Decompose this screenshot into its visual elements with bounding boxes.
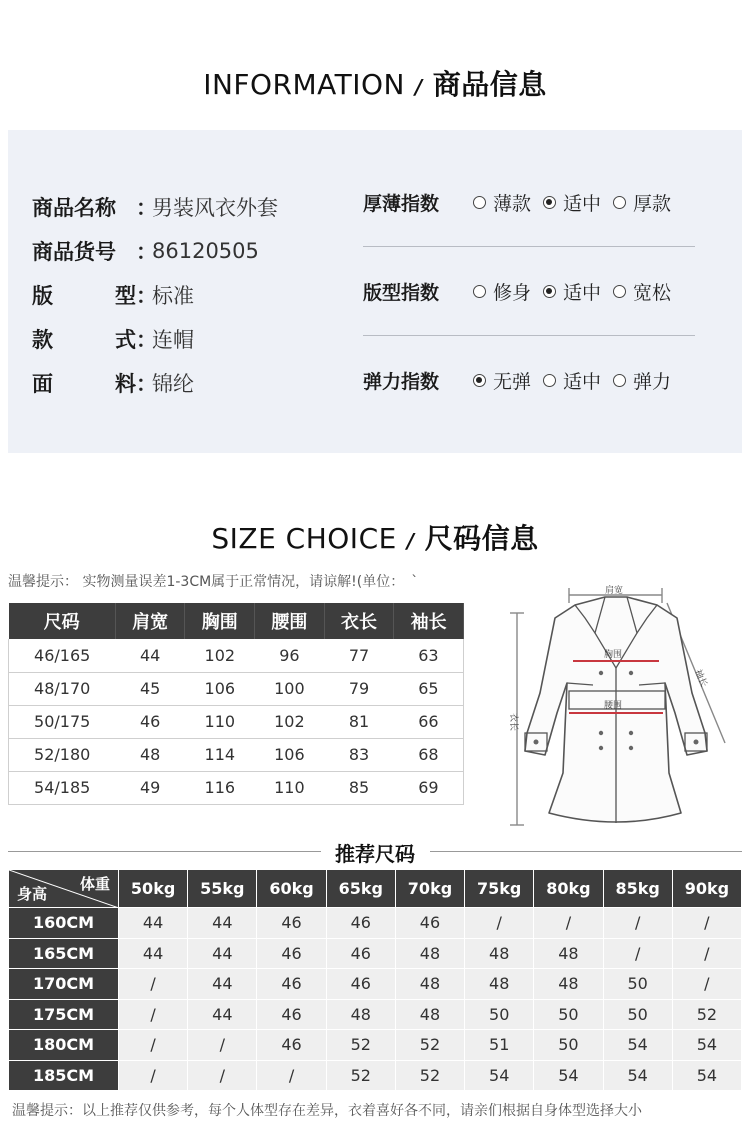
recommend-size-cell: 46	[257, 1030, 326, 1061]
recommend-size-cell: 44	[119, 938, 188, 969]
size-table-header-cell: 胸围	[185, 603, 255, 639]
recommend-size-cell: 48	[395, 969, 464, 1000]
recommend-size-cell: /	[534, 908, 603, 939]
corner-height-label: 身高	[17, 885, 48, 903]
size-table-header-cell: 袖长	[394, 603, 464, 639]
size-table-cell: 68	[394, 738, 464, 771]
size-table-cell: 83	[324, 738, 394, 771]
size-table-cell: 106	[255, 738, 325, 771]
information-title-en: INFORMATION	[203, 68, 405, 101]
recommend-table-header	[9, 870, 742, 908]
index-label: 版型指数	[363, 281, 440, 304]
recommend-size-cell: 54	[603, 1030, 672, 1061]
height-header-cell: 175CM	[9, 999, 119, 1030]
table-row	[9, 771, 464, 804]
title-slash: /	[406, 529, 415, 553]
recommend-size-cell: /	[188, 1060, 257, 1091]
size-table-cell: 52/180	[9, 738, 116, 771]
index-option	[473, 367, 531, 394]
size-table-cell: 81	[324, 705, 394, 738]
index-option-label: 厚款	[633, 192, 672, 215]
index-row	[363, 269, 695, 313]
size-table-cell: 100	[255, 672, 325, 705]
info-field-label: 版 型	[32, 284, 136, 308]
size-table-cell: 102	[185, 639, 255, 672]
size-table-cell: 106	[185, 672, 255, 705]
size-table	[8, 603, 464, 805]
size-table-cell: 54/185	[9, 771, 116, 804]
table-row	[9, 1030, 742, 1061]
recommend-size-cell: 54	[672, 1030, 741, 1061]
size-table-cell: 110	[185, 705, 255, 738]
index-option	[613, 278, 671, 305]
size-table-cell: 85	[324, 771, 394, 804]
index-divider	[363, 246, 695, 247]
information-title	[0, 63, 750, 103]
index-option-label: 适中	[563, 281, 602, 304]
height-header-cell: 160CM	[9, 908, 119, 939]
recommend-corner-cell	[9, 870, 119, 908]
title-slash: /	[414, 75, 423, 99]
recommend-size-cell: 52	[395, 1060, 464, 1091]
table-row	[9, 938, 742, 969]
table-row	[9, 672, 464, 705]
sleeve-label: 袖长	[692, 668, 709, 689]
corner-weight-label: 体重	[79, 875, 110, 893]
recommend-size-cell: /	[603, 908, 672, 939]
recommend-size-cell: 46	[326, 938, 395, 969]
index-option	[543, 189, 601, 216]
recommend-size-cell: /	[672, 938, 741, 969]
index-option	[613, 189, 671, 216]
recommend-size-cell: 54	[534, 1060, 603, 1091]
size-table-cell: 77	[324, 639, 394, 672]
recommend-size-cell: 48	[534, 969, 603, 1000]
index-option-label: 修身	[493, 281, 532, 304]
info-field-value: 锦纶	[152, 372, 194, 396]
recommend-size-cell: 52	[672, 999, 741, 1030]
size-table-cell: 102	[255, 705, 325, 738]
recommend-size-cell: 44	[119, 908, 188, 939]
info-field-row	[32, 229, 278, 273]
info-field-colon: ：	[136, 328, 157, 352]
recommend-size-cell: 46	[257, 999, 326, 1030]
recommend-size-cell: /	[257, 1060, 326, 1091]
size-table-header	[9, 603, 464, 639]
radio-unchecked-icon	[613, 285, 626, 298]
radio-unchecked-icon	[613, 374, 626, 387]
index-option-label: 适中	[563, 192, 602, 215]
recommend-size-cell: 48	[395, 938, 464, 969]
size-table-cell: 45	[115, 672, 185, 705]
index-option	[473, 278, 531, 305]
table-row	[9, 969, 742, 1000]
weight-header-cell: 75kg	[465, 870, 534, 908]
recommend-size-cell: 54	[672, 1060, 741, 1091]
radio-checked-icon	[543, 285, 556, 298]
index-option	[543, 367, 601, 394]
table-row	[9, 908, 742, 939]
recommend-size-cell: 48	[326, 999, 395, 1030]
height-header-cell: 165CM	[9, 938, 119, 969]
shoulder-label: 肩宽	[605, 586, 624, 596]
product-fields	[32, 185, 278, 405]
size-table-cell: 96	[255, 639, 325, 672]
recommend-size-cell: /	[672, 908, 741, 939]
recommend-tip: 温馨提示：以上推荐仅供参考，每个人体型存在差异，衣着喜好各不同，请亲们根据自身体型选择大小	[12, 1103, 642, 1119]
size-table-cell: 69	[394, 771, 464, 804]
info-field-value: 男装风衣外套	[152, 196, 278, 220]
info-field-row	[32, 317, 278, 361]
recommend-title: 推荐尺码	[335, 842, 415, 866]
table-row	[9, 999, 742, 1030]
height-header-cell: 185CM	[9, 1060, 119, 1091]
index-option	[473, 189, 531, 216]
recommend-size-cell: /	[119, 999, 188, 1030]
index-row	[363, 358, 695, 402]
recommend-size-cell: 46	[326, 908, 395, 939]
recommend-size-cell: 46	[257, 908, 326, 939]
table-row	[9, 1060, 742, 1091]
recommend-size-cell: 48	[465, 938, 534, 969]
recommend-size-cell: 50	[603, 969, 672, 1000]
waist-label: 腰围	[604, 701, 623, 711]
size-table-cell: 44	[115, 639, 185, 672]
size-choice-title	[0, 517, 750, 557]
index-option	[613, 367, 671, 394]
recommend-size-cell: 48	[395, 999, 464, 1030]
table-row	[9, 705, 464, 738]
weight-header-cell: 85kg	[603, 870, 672, 908]
height-header-cell: 180CM	[9, 1030, 119, 1061]
size-table-cell: 66	[394, 705, 464, 738]
info-field-value: 连帽	[152, 328, 194, 352]
radio-unchecked-icon	[613, 196, 626, 209]
recommend-size-cell: 44	[188, 938, 257, 969]
recommend-size-cell: 44	[188, 999, 257, 1030]
recommend-size-cell: 50	[603, 999, 672, 1030]
recommend-size-cell: 50	[465, 999, 534, 1030]
weight-header-cell: 50kg	[119, 870, 188, 908]
info-field-colon: ：	[136, 372, 157, 396]
recommend-size-cell: 50	[534, 999, 603, 1030]
recommend-size-cell: 51	[465, 1030, 534, 1061]
weight-header-cell: 65kg	[326, 870, 395, 908]
information-title-zh: 商品信息	[432, 68, 547, 101]
recommend-size-cell: /	[672, 969, 741, 1000]
radio-checked-icon	[543, 196, 556, 209]
recommend-size-cell: 44	[188, 908, 257, 939]
size-table-cell: 46	[115, 705, 185, 738]
info-field-row	[32, 273, 278, 317]
index-label: 厚薄指数	[363, 192, 440, 215]
recommend-table	[8, 869, 742, 1091]
size-table-cell: 110	[255, 771, 325, 804]
size-table-cell: 50/175	[9, 705, 116, 738]
recommend-size-cell: 52	[326, 1030, 395, 1061]
index-divider	[363, 335, 695, 336]
length-label: 衣长	[508, 713, 518, 732]
index-row	[363, 180, 695, 224]
recommend-size-cell: 44	[188, 969, 257, 1000]
size-table-cell: 79	[324, 672, 394, 705]
product-info-panel	[8, 130, 742, 453]
recommend-size-cell: 54	[465, 1060, 534, 1091]
index-option-label: 弹力	[633, 370, 672, 393]
recommend-size-cell: 50	[534, 1030, 603, 1061]
size-table-cell: 46/165	[9, 639, 116, 672]
info-field-label: 款 式	[32, 328, 136, 352]
size-table-cell: 49	[115, 771, 185, 804]
info-field-label: 商品名称	[32, 196, 116, 220]
recommend-size-cell: 54	[603, 1060, 672, 1091]
recommend-size-cell: /	[119, 1030, 188, 1061]
size-table-cell: 63	[394, 639, 464, 672]
recommend-size-cell: /	[603, 938, 672, 969]
recommend-size-cell: 48	[465, 969, 534, 1000]
size-table-cell: 48/170	[9, 672, 116, 705]
index-option-label: 薄款	[493, 192, 532, 215]
radio-unchecked-icon	[543, 374, 556, 387]
info-field-value: 86120505	[152, 239, 259, 263]
size-table-cell: 65	[394, 672, 464, 705]
info-field-colon: ：	[136, 196, 157, 220]
info-field-colon: ：	[136, 284, 157, 308]
size-table-header-cell: 腰围	[255, 603, 325, 639]
weight-header-cell: 80kg	[534, 870, 603, 908]
size-table-cell: 114	[185, 738, 255, 771]
chest-label: 胸围	[604, 650, 623, 660]
measurement-tip: 温馨提示： 实物测量误差1-3CM属于正常情况，请谅解!(单位： `	[8, 574, 419, 590]
weight-header-cell: 90kg	[672, 870, 741, 908]
table-row	[9, 738, 464, 771]
recommend-size-cell: /	[188, 1030, 257, 1061]
recommend-size-cell: 52	[326, 1060, 395, 1091]
size-table-header-cell: 尺码	[9, 603, 116, 639]
index-label: 弹力指数	[363, 370, 440, 393]
recommend-size-cell: 52	[395, 1030, 464, 1061]
recommend-size-cell: 46	[257, 969, 326, 1000]
radio-checked-icon	[473, 374, 486, 387]
coat-measurement-diagram	[497, 573, 737, 835]
weight-header-cell: 70kg	[395, 870, 464, 908]
recommend-size-cell: /	[119, 969, 188, 1000]
info-field-row	[32, 185, 278, 229]
size-table-cell: 116	[185, 771, 255, 804]
recommend-size-cell: 46	[395, 908, 464, 939]
info-field-label: 面 料	[32, 372, 136, 396]
recommend-size-cell: /	[465, 908, 534, 939]
index-option-label: 适中	[563, 370, 602, 393]
recommend-size-cell: 48	[534, 938, 603, 969]
index-option-label: 宽松	[633, 281, 672, 304]
radio-unchecked-icon	[473, 285, 486, 298]
info-field-value: 标准	[152, 284, 194, 308]
product-indices	[363, 180, 695, 402]
size-choice-title-zh: 尺码信息	[424, 522, 539, 555]
info-field-label: 商品货号	[32, 240, 116, 264]
size-table-header-cell: 衣长	[324, 603, 394, 639]
height-header-cell: 170CM	[9, 969, 119, 1000]
radio-unchecked-icon	[473, 196, 486, 209]
recommend-size-cell: 46	[326, 969, 395, 1000]
size-table-header-cell: 肩宽	[115, 603, 185, 639]
size-choice-title-en: SIZE CHOICE	[211, 522, 397, 555]
info-field-row	[32, 361, 278, 405]
weight-header-cell: 60kg	[257, 870, 326, 908]
size-table-cell: 48	[115, 738, 185, 771]
recommend-size-cell: 46	[257, 938, 326, 969]
table-row	[9, 639, 464, 672]
index-option	[543, 278, 601, 305]
info-field-colon: ：	[136, 240, 157, 264]
weight-header-cell: 55kg	[188, 870, 257, 908]
index-option-label: 无弹	[493, 370, 532, 393]
recommend-size-cell: /	[119, 1060, 188, 1091]
